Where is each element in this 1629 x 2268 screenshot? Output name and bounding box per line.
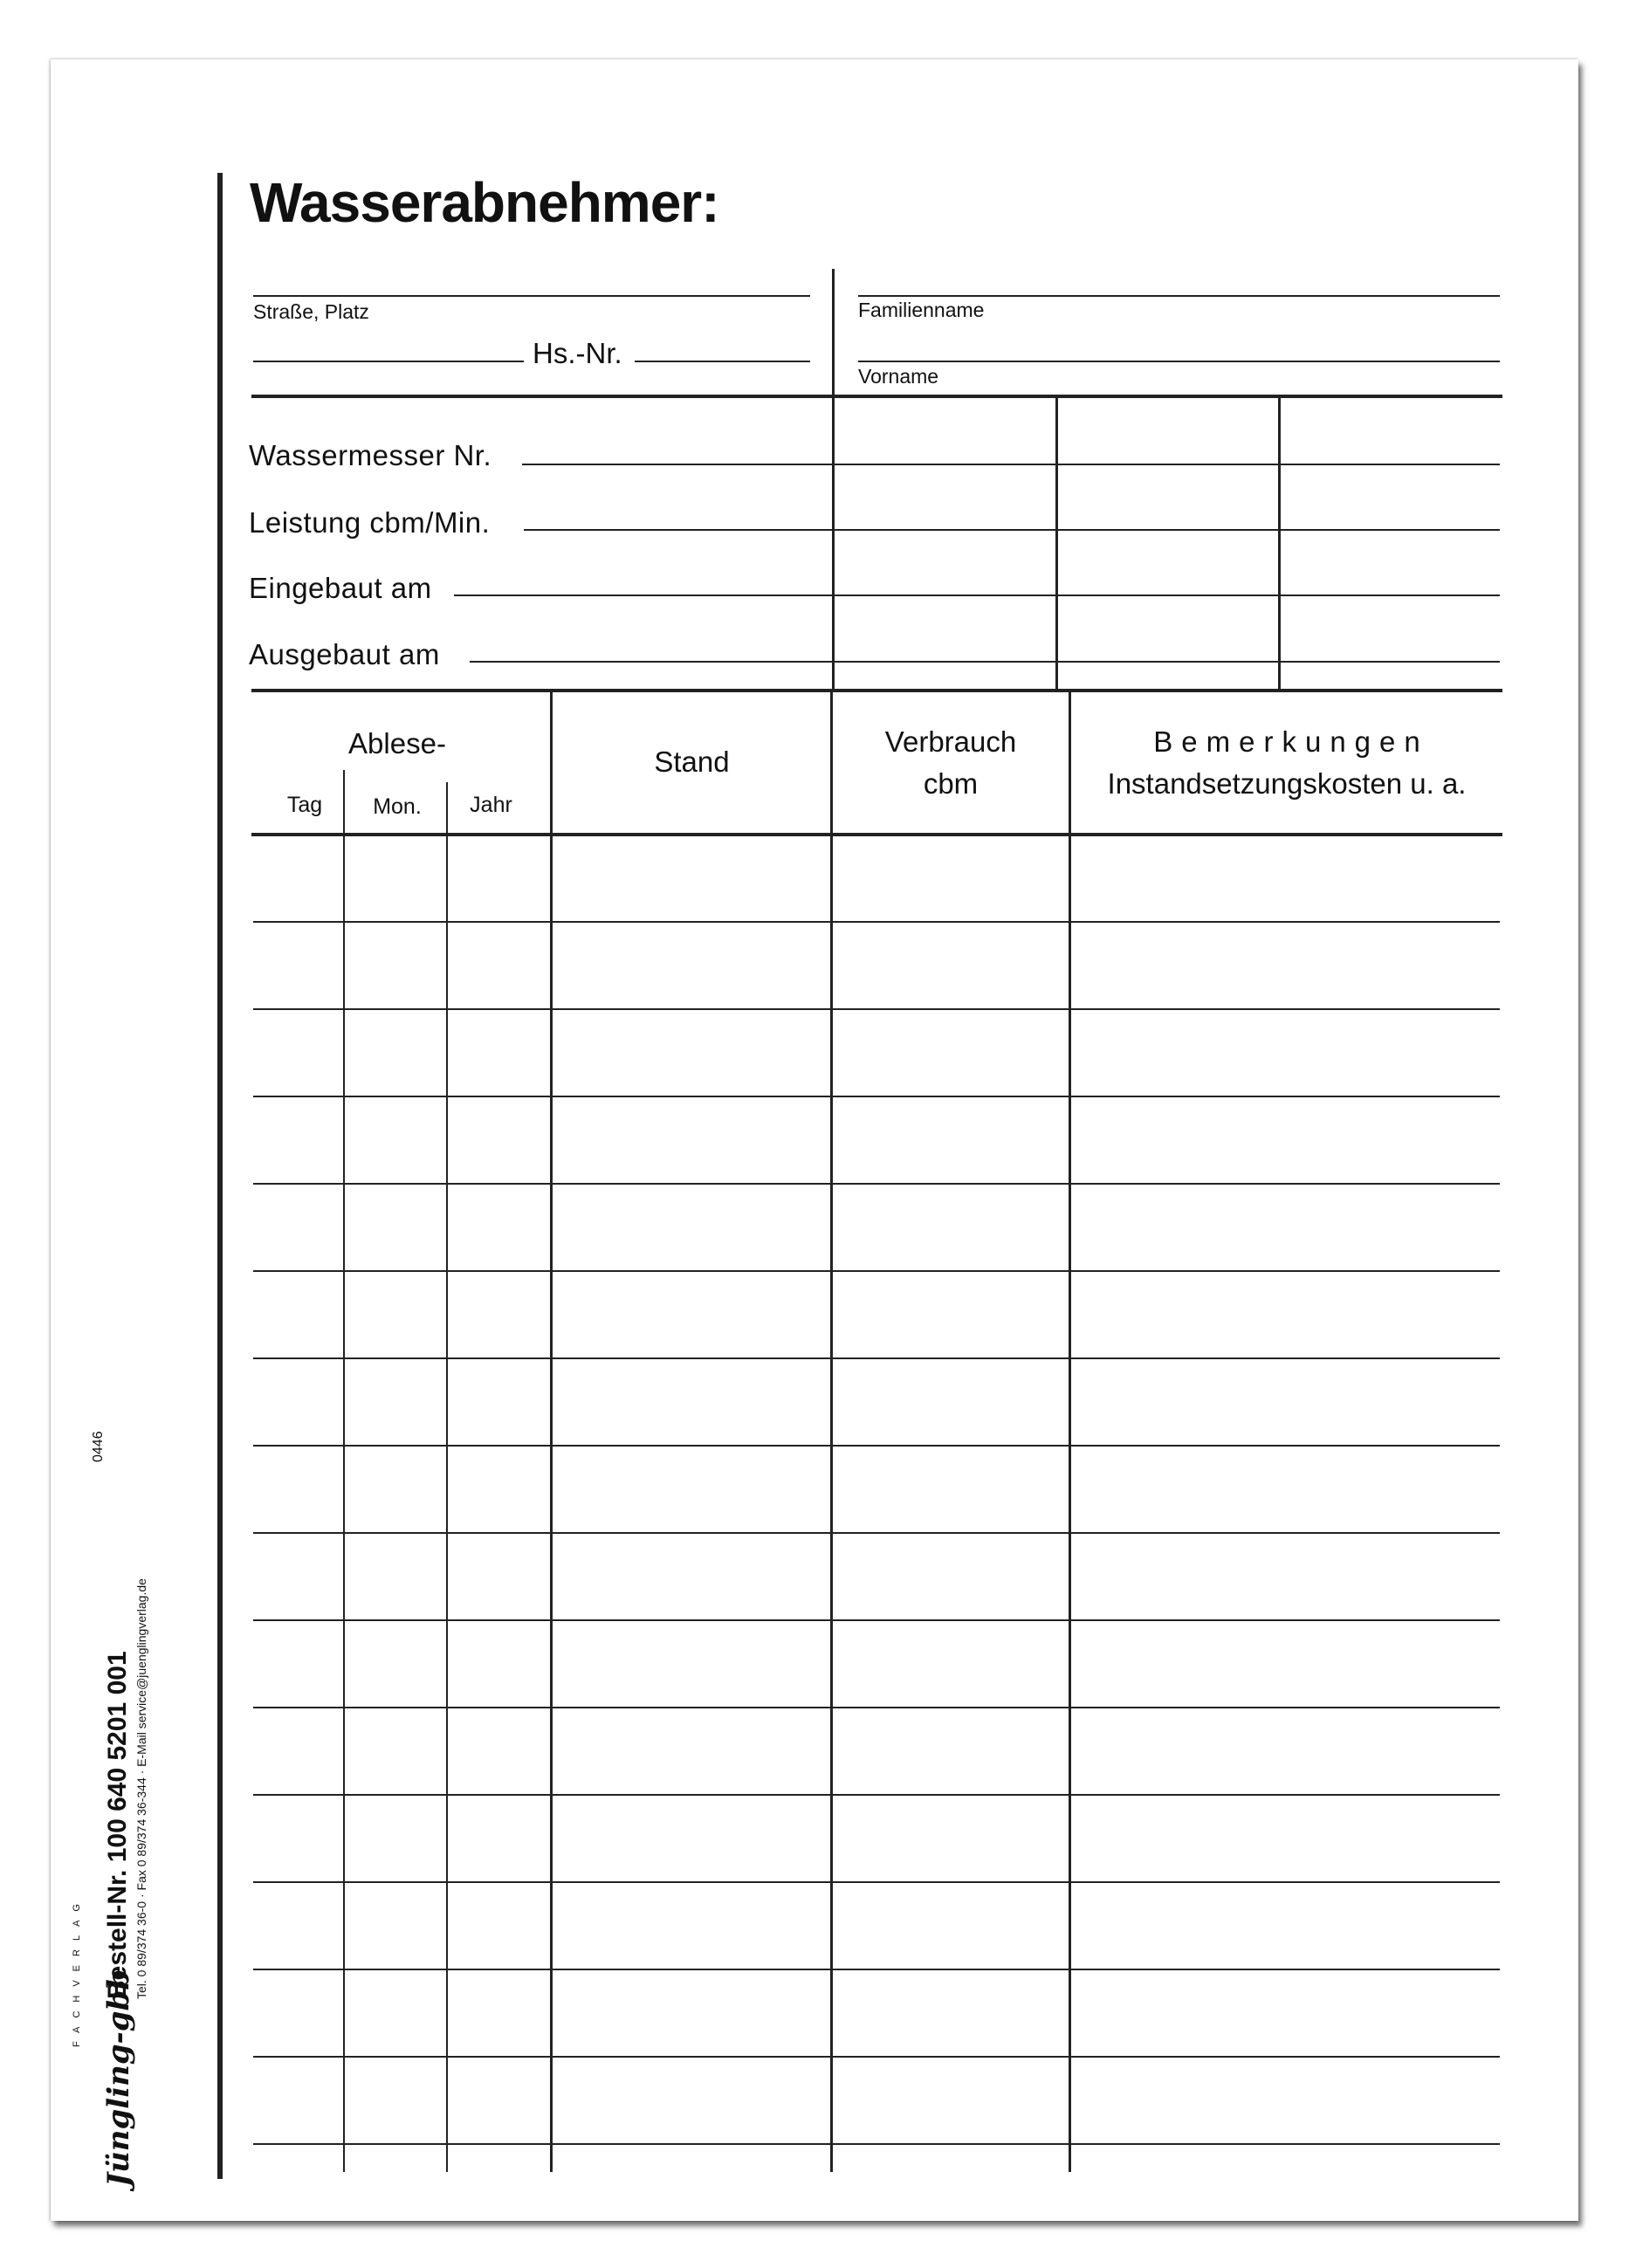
table-row-line [253, 921, 1500, 923]
first-name-line [858, 361, 1500, 362]
first-name-label: Vorname [858, 365, 939, 388]
address-divider [832, 269, 835, 395]
street-label: Straße, Platz [253, 300, 369, 323]
table-top-rule [251, 689, 1502, 692]
table-row-line [253, 1183, 1500, 1185]
consumption-header: Verbrauch [884, 725, 1017, 758]
reading-header: Ablese- [348, 727, 446, 759]
table-row-line [253, 1357, 1500, 1359]
col-rule-jahr [446, 782, 448, 2172]
meter-removed-line [470, 661, 1500, 663]
meter-number-line [522, 464, 1500, 465]
table-row-line [253, 1270, 1500, 1272]
table-row-line [253, 1707, 1500, 1708]
table-row-line [253, 2143, 1500, 2145]
order-number: Bestell-Nr. 100 640 5201 001 [103, 1651, 132, 1999]
house-number-label: Hs.-Nr. [533, 337, 622, 369]
house-number-line [635, 361, 810, 362]
form-sheet [51, 59, 1578, 2221]
meter-capacity-label: Leistung cbm/Min. [249, 506, 491, 539]
remarks-subheader: Instandsetzungskosten u. a. [1107, 767, 1467, 800]
family-name-label: Familienname [858, 299, 985, 321]
col-rule-bemerkungen [1069, 691, 1071, 2172]
family-name-line [858, 295, 1500, 297]
col-rule-stand [550, 691, 553, 2172]
table-row-line [253, 1969, 1500, 1970]
left-margin-rule [217, 173, 223, 2179]
stand-header: Stand [654, 746, 730, 778]
meter-col-1 [832, 396, 835, 691]
publisher-logo: Jüngling-gbb [101, 1969, 136, 2187]
meter-col-3 [1278, 396, 1281, 691]
publisher-contact: Tel. 0 89/374 36-0 · Fax 0 89/374 36-344 · E-Mail service@juenglingverlag.de [134, 1578, 148, 1999]
table-row-line [253, 1619, 1500, 1621]
reading-sub-month: Mon. [373, 794, 422, 819]
reading-sub-day: Tag [286, 793, 323, 817]
consumption-unit: cbm [923, 767, 979, 800]
form-code: 0446 [91, 1431, 106, 1462]
col-rule-verbrauch [830, 691, 833, 2172]
table-row-line [253, 2056, 1500, 2058]
publisher-imprint [70, 1401, 148, 2187]
table-header-rule [251, 833, 1502, 836]
publisher-tagline: FACHVERLAG [72, 1895, 82, 2047]
meter-installed-line [454, 594, 1500, 596]
address-separator [251, 395, 1502, 398]
meter-number-label: Wassermesser Nr. [249, 439, 492, 471]
meter-capacity-line [524, 529, 1500, 531]
remarks-header: Bemerkungen [1153, 725, 1429, 758]
table-row-line [253, 1096, 1500, 1097]
meter-removed-label: Ausgebaut am [249, 638, 440, 670]
table-row-line [253, 1881, 1500, 1883]
street-fill-line [253, 361, 524, 362]
table-row-line [253, 1008, 1500, 1010]
meter-installed-label: Eingebaut am [249, 572, 432, 604]
form-title: Wasserabnehmer: [250, 171, 719, 234]
meter-col-2 [1055, 396, 1058, 691]
street-line [253, 295, 810, 297]
reading-sub-year: Jahr [470, 793, 512, 817]
table-row-line [253, 1794, 1500, 1796]
table-row-line [253, 1532, 1500, 1534]
table-row-line [253, 1445, 1500, 1447]
col-rule-mon [343, 770, 345, 2172]
